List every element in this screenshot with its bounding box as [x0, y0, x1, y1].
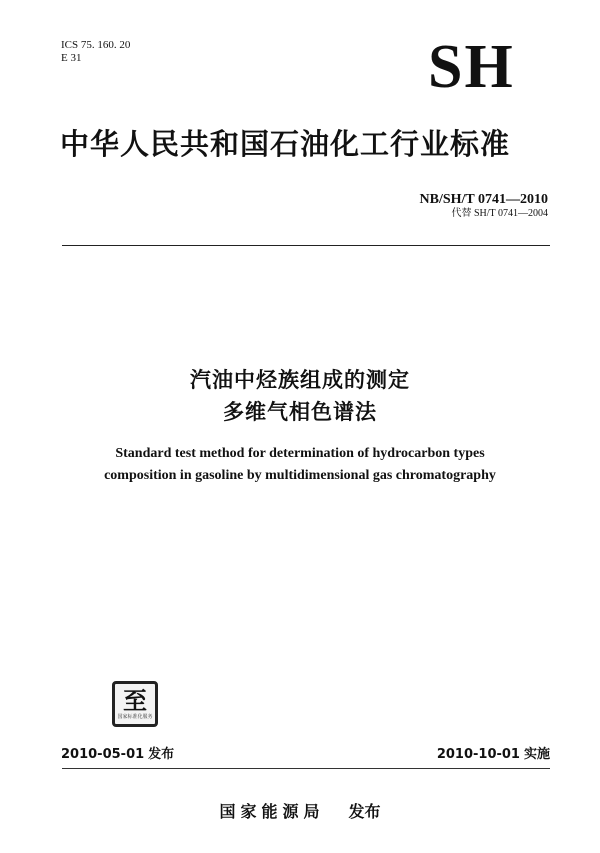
chinese-title-line1: 汽油中烃族组成的测定 [190, 368, 410, 392]
issue-date: 2010-05-01 [61, 747, 145, 762]
issue-date-line [61, 747, 174, 763]
sh-logo: SH [428, 33, 515, 101]
chinese-title-line2: 多维气相色谱法 [223, 400, 377, 424]
standard-number: NB/SH/T 0741—2010 [419, 192, 548, 207]
standard-seal-stamp [112, 681, 158, 727]
publish-label: 发布 [348, 802, 381, 821]
implement-label: 实施 [523, 747, 550, 762]
seal-caption: 国家标准化服务 [117, 714, 153, 720]
footer-divider [62, 768, 550, 769]
replaces-standard: 代替 SH/T 0741—2004 [451, 208, 548, 219]
implement-date-line [437, 747, 550, 763]
implement-date: 2010-10-01 [436, 747, 520, 762]
issue-label: 发布 [148, 747, 175, 762]
english-title [0, 443, 600, 487]
standard-category-title: 中华人民共和国石油化工行业标准 [60, 127, 511, 161]
english-title-line1: Standard test method for determination of hydrocarbon types [115, 446, 485, 461]
standard-number-block [420, 192, 549, 220]
seal-character: 至 [123, 687, 147, 715]
class-code: E 31 [61, 52, 82, 64]
ics-classification [61, 39, 130, 65]
publisher-name: 国家能源局 [219, 802, 325, 821]
header-divider [62, 245, 550, 246]
ics-code: ICS 75. 160. 20 [61, 39, 131, 51]
publisher-line [0, 802, 600, 822]
english-title-line2: composition in gasoline by multidimensional gas chromatography [104, 468, 496, 483]
chinese-title [0, 364, 600, 428]
